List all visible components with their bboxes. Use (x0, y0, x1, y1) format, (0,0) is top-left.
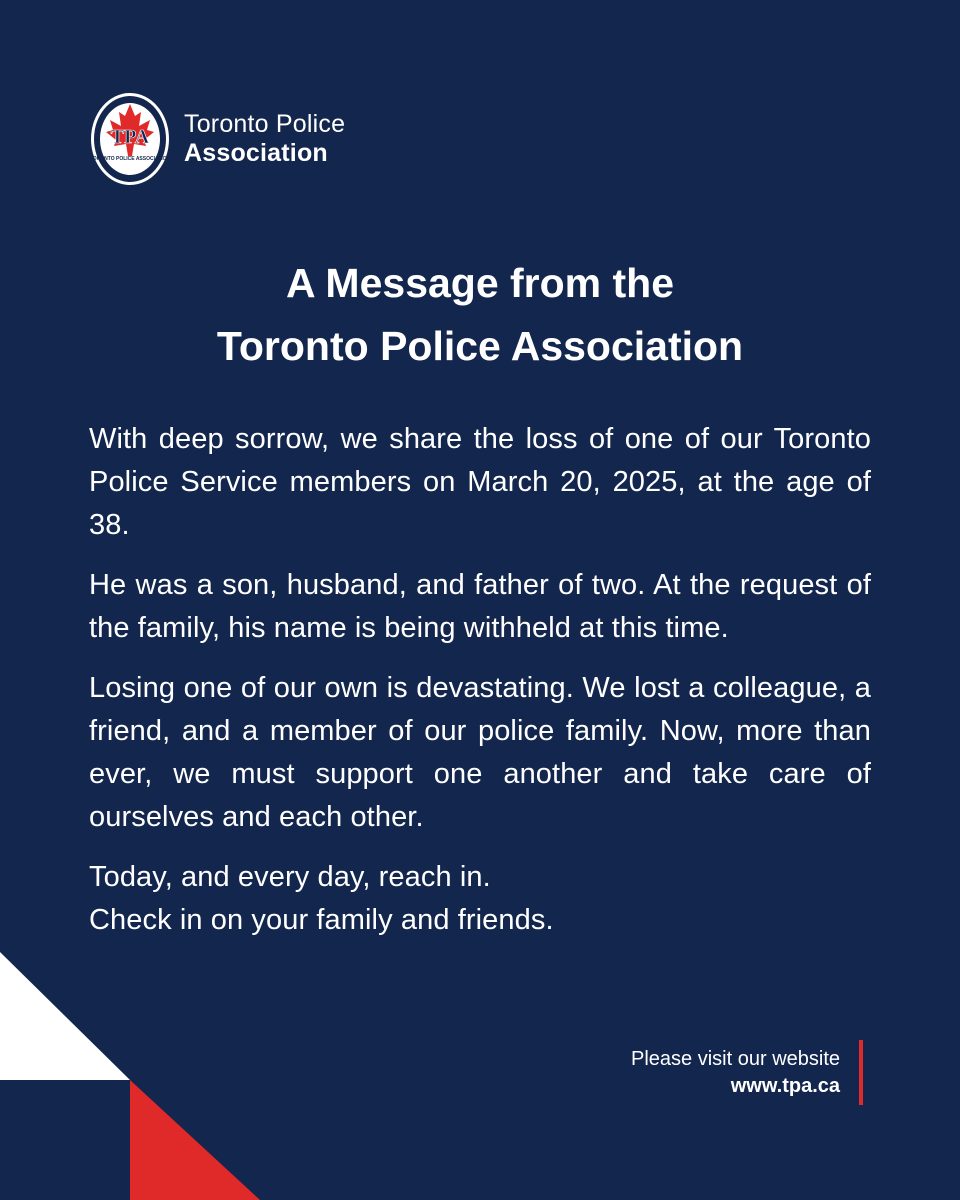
org-name-line1: Toronto Police (184, 110, 346, 138)
seal-ring-text: TORONTO POLICE ASSOCIATION (89, 156, 171, 162)
visit-website-text: Please visit our website (631, 1048, 840, 1070)
closing-line1: Today, and every day, reach in. (89, 861, 491, 893)
tpa-seal-logo (88, 90, 172, 188)
closing-message (89, 856, 871, 942)
closing-line2: Check in on your family and friends. (89, 904, 554, 936)
title-line1: A Message from the (285, 260, 675, 306)
message-paragraph-3: Losing one of our own is devastating. We lost a colleague, a friend, and a member of our police family. Now, more than ever, we must support one another and take care of ourselves and each other. (89, 672, 871, 833)
website-callout (631, 1046, 840, 1100)
org-name (184, 110, 345, 168)
message-paragraph-1: With deep sorrow, we share the loss of one of our Toronto Police Service members on March 20, 2025, at the age of 38. (89, 423, 871, 541)
title-line2: Toronto Police Association (216, 323, 744, 369)
accent-divider (859, 1040, 863, 1105)
red-triangle (130, 1080, 260, 1200)
seal-initials: TPA (110, 126, 150, 148)
org-name-line2: Association (184, 139, 328, 167)
website-link[interactable]: www.tpa.ca (730, 1075, 840, 1097)
header-logo-block (88, 90, 345, 188)
corner-triangles-decoration (0, 952, 260, 1200)
message-body (89, 418, 871, 942)
page-title (0, 252, 960, 378)
message-paragraph-2: He was a son, husband, and father of two. At the request of the family, his name is being withheld at this time. (89, 569, 871, 644)
white-triangle (0, 952, 130, 1080)
